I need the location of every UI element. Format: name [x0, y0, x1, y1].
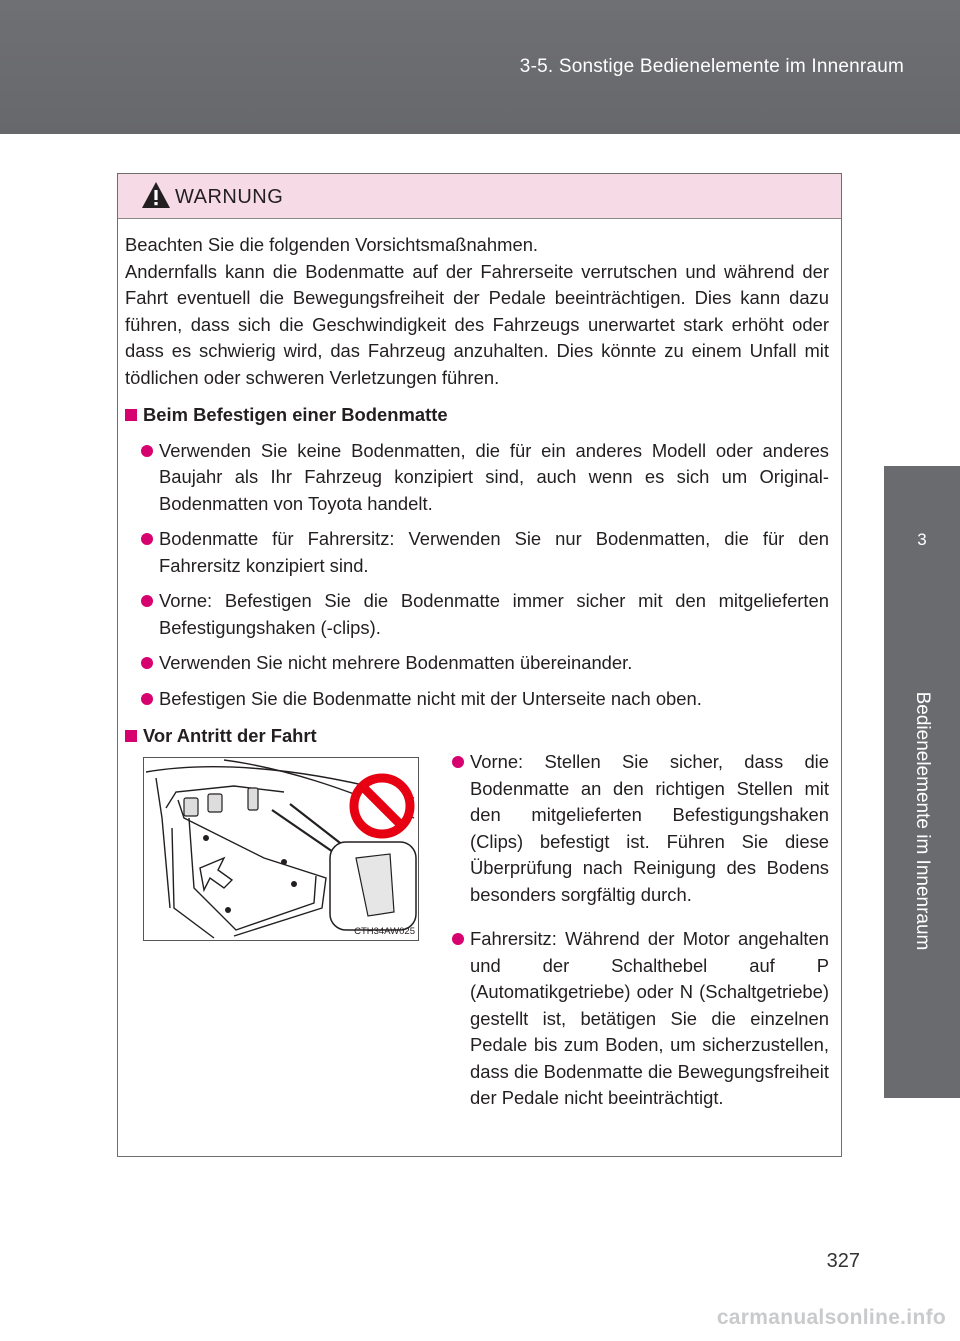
list-item: Verwenden Sie keine Bodenmatten, die für ein anderes Modell oder anderes Baujahr als Ihr Fahrzeug konzipiert sind, auch wenn es sich um Original-Bodenmatten von Toyota handelt.	[125, 438, 829, 518]
warning-triangle-icon	[141, 181, 171, 209]
list-item: Vorne: Stellen Sie sicher, dass die Bodenmatte an den richtigen Stellen mit den mitgelieferten Befestigungshaken (Clips) befestigt ist. Führen Sie diese Überprüfung nach Reinigung des Bodens besonders sorgfältig durch.	[436, 749, 829, 908]
list-item: Bodenmatte für Fahrersitz: Verwenden Sie nur Bodenmatten, die für den Fahrersitz konzipiert sind.	[125, 526, 829, 579]
illustration-caption: CTH34AW025	[354, 926, 415, 937]
floor-mat-drawing	[144, 758, 418, 940]
warning-content	[125, 232, 829, 750]
intro-line: Beachten Sie die folgenden Vorsichtsmaßnahmen.	[125, 234, 539, 255]
bullet-dot-icon	[141, 657, 153, 669]
bullet-dot-icon	[141, 533, 153, 545]
warning-title: WARNUNG	[175, 186, 284, 208]
section-heading-before-driving: Vor Antritt der Fahrt	[125, 723, 829, 750]
page-number: 327	[826, 1250, 860, 1272]
section-title: 3-5. Sonstige Bedienelemente im Innenraum	[519, 56, 904, 77]
square-bullet-icon	[125, 409, 137, 421]
bullet-dot-icon	[141, 445, 153, 457]
before-driving-list	[436, 749, 829, 1130]
list-item: Fahrersitz: Während der Motor angehalten und der Schalthebel auf P (Automatikgetriebe) oder N (Schaltgetriebe) gestellt ist, betätigen Sie die einzelnen Pedale bis zum Boden, um sicherzustellen, dass die Bodenmatte die Bewegungsfreiheit der Pedale nicht beeinträchtigt.	[436, 926, 829, 1112]
intro-paragraph: Andernfalls kann die Bodenmatte auf der Fahrerseite verrutschen und während der Fahrt eventuell die Bewegungsfreiheit der Pedale beeinträchtigen. Dies kann dazu führen, dass sich die Geschwindigkeit des Fahrzeugs unerwartet stark erhöht oder dass es schwierig wird, das Fahrzeug anzuhalten. Dies könnte zu einem Unfall mit tödlichen oder schweren Verletzungen führen.	[125, 260, 829, 388]
warning-header	[118, 174, 841, 219]
list-item: Verwenden Sie nicht mehrere Bodenmatten übereinander.	[125, 650, 829, 677]
bullet-dot-icon	[141, 595, 153, 607]
chapter-number: 3	[917, 530, 927, 549]
floor-mat-illustration	[143, 757, 419, 941]
square-bullet-icon	[125, 730, 137, 742]
header-bar	[0, 0, 960, 134]
bullet-dot-icon	[452, 756, 464, 768]
section-heading-fastening: Beim Befestigen einer Bodenmatte	[125, 402, 829, 429]
bullet-dot-icon	[452, 933, 464, 945]
chapter-label: Bedienelemente im Innenraum	[912, 691, 933, 951]
list-item: Befestigen Sie die Bodenmatte nicht mit der Unterseite nach oben.	[125, 686, 829, 713]
warning-box	[117, 173, 842, 1157]
chapter-tab	[884, 466, 960, 1098]
list-item: Vorne: Befestigen Sie die Bodenmatte immer sicher mit den mitgelieferten Befestigungshaken (-clips).	[125, 588, 829, 641]
watermark: carmanualsonline.info	[716, 1306, 946, 1329]
bullet-dot-icon	[141, 693, 153, 705]
